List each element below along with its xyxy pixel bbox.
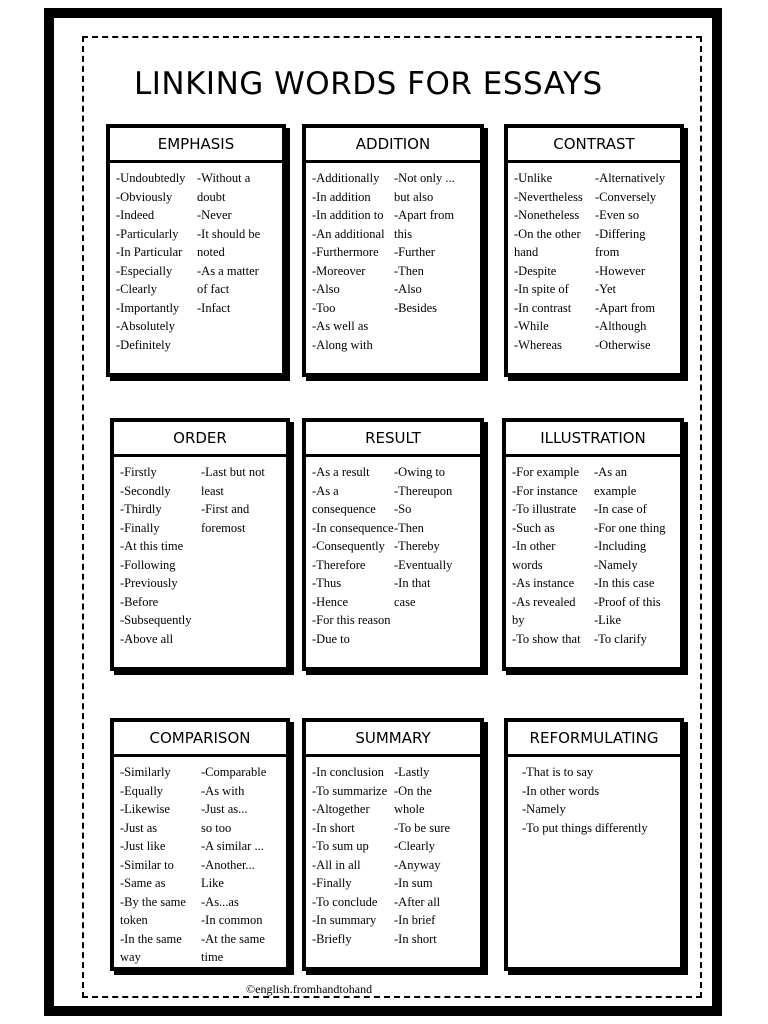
- linking-phrase: -In other words: [522, 783, 600, 798]
- phrase-column-right: [595, 169, 676, 354]
- linking-phrase: least: [201, 483, 224, 498]
- linking-phrase: -All in all: [312, 857, 361, 872]
- linking-phrase: -While: [514, 319, 549, 333]
- linking-phrase: -Thereupon: [394, 483, 453, 498]
- linking-phrase: from: [595, 245, 620, 259]
- copyright-credit: ©english.fromhandtohand: [246, 982, 373, 996]
- linking-phrase: -In this case: [594, 576, 655, 590]
- linking-phrase: -As with: [201, 783, 245, 798]
- linking-phrase: -Altogether: [312, 802, 370, 816]
- linking-phrase: -As well as: [312, 319, 369, 333]
- linking-phrase: -Secondly: [120, 483, 171, 498]
- linking-phrase: -Not only ...: [394, 171, 455, 185]
- linking-phrase: -Obviously: [116, 189, 173, 204]
- linking-phrase: -Clearly: [116, 282, 157, 296]
- phrase-column-left: [514, 169, 595, 354]
- linking-phrase: -Firstly: [120, 465, 157, 479]
- card-contrast: [504, 124, 684, 377]
- linking-phrase: -On the other: [514, 226, 581, 241]
- linking-phrase: -Definitely: [116, 337, 171, 352]
- linking-phrase: hand: [514, 245, 539, 259]
- linking-phrase: -Thus: [312, 576, 342, 590]
- linking-phrase: -In spite of: [514, 282, 569, 296]
- linking-phrase: -Including: [594, 539, 647, 553]
- linking-phrase: -Just like: [120, 839, 166, 853]
- linking-phrase: -In summary: [312, 913, 377, 927]
- linking-phrase: -Previously: [120, 576, 178, 590]
- linking-phrase: -Briefly: [312, 931, 352, 946]
- linking-phrase: case: [394, 594, 416, 609]
- card-result: [302, 418, 484, 671]
- linking-phrase: -Particularly: [116, 226, 179, 241]
- card-heading: COMPARISON: [114, 722, 286, 757]
- phrase-column-left: [312, 169, 394, 354]
- linking-phrase: -To be sure: [394, 820, 451, 835]
- linking-phrase: -As an: [594, 465, 627, 479]
- linking-phrase: -Differing: [595, 226, 646, 241]
- card-heading: RESULT: [306, 422, 480, 457]
- linking-phrase: foremost: [201, 520, 246, 535]
- linking-phrase: -Due to: [312, 631, 350, 646]
- linking-phrase: -Otherwise: [595, 337, 651, 352]
- card-comparison: [110, 718, 290, 971]
- card-emphasis: [106, 124, 286, 377]
- linking-phrase: -Namely: [594, 557, 638, 572]
- linking-phrase: -Importantly: [116, 300, 180, 315]
- linking-phrase: -Absolutely: [116, 319, 176, 333]
- linking-phrase: consequence: [312, 502, 376, 516]
- linking-phrase: -Even so: [595, 208, 640, 222]
- linking-phrase: -To sum up: [312, 839, 369, 853]
- linking-phrase: -Whereas: [514, 337, 562, 352]
- linking-phrase: -It should be: [197, 226, 261, 241]
- card-heading: SUMMARY: [306, 722, 480, 757]
- linking-phrase: -Before: [120, 594, 159, 609]
- linking-phrase: -In conclusion: [312, 765, 384, 779]
- card-heading: ORDER: [114, 422, 286, 457]
- linking-phrase: -As revealed: [512, 594, 576, 609]
- linking-phrase: -In Particular: [116, 245, 183, 259]
- linking-phrase: -In addition: [312, 189, 371, 204]
- linking-phrase: -Although: [595, 319, 647, 333]
- phrase-column-left: [312, 763, 394, 948]
- linking-phrase: -To illustrate: [512, 502, 577, 516]
- linking-phrase: -Then: [394, 520, 424, 535]
- linking-phrase: -For instance: [512, 483, 578, 498]
- linking-phrase: -Consequently: [312, 539, 385, 553]
- linking-phrase: -In contrast: [514, 300, 572, 315]
- phrase-column-left: [512, 463, 594, 648]
- card-order: [110, 418, 290, 671]
- linking-phrase: -At this time: [120, 539, 184, 553]
- linking-phrase: -Same as: [120, 876, 166, 890]
- phrase-column-right: [394, 169, 476, 354]
- linking-phrase: -To conclude: [312, 894, 378, 909]
- linking-phrase: -Just as: [120, 820, 158, 835]
- linking-phrase: -At the same: [201, 931, 265, 946]
- linking-phrase: -Further: [394, 245, 435, 259]
- phrase-column-right: [394, 763, 476, 948]
- linking-phrase: words: [512, 557, 543, 572]
- phrase-column-left: [522, 763, 676, 837]
- linking-phrase: -Then: [394, 263, 424, 278]
- phrase-column-right: [201, 463, 282, 648]
- linking-phrase: -Hence: [312, 594, 349, 609]
- linking-phrase: -So: [394, 502, 412, 516]
- linking-phrase: -Namely: [522, 802, 566, 816]
- linking-phrase: -A similar ...: [201, 839, 264, 853]
- linking-phrase: -Apart from: [595, 300, 656, 315]
- phrase-column-right: [394, 463, 476, 648]
- linking-phrase: -To put things differently: [522, 820, 648, 835]
- card-reformulating: [504, 718, 684, 971]
- linking-phrase: -To clarify: [594, 631, 647, 646]
- card-heading: ADDITION: [306, 128, 480, 163]
- linking-phrase: -As...as: [201, 894, 239, 909]
- linking-phrase: -Alternatively: [595, 171, 666, 185]
- linking-phrase: -Too: [312, 300, 336, 315]
- linking-phrase: -In that: [394, 576, 431, 590]
- poster-frame: [44, 8, 722, 1016]
- linking-phrase: -Moreover: [312, 263, 366, 278]
- linking-phrase: -Above all: [120, 631, 174, 646]
- linking-phrase: example: [594, 483, 637, 498]
- linking-phrase: -As a matter: [197, 263, 259, 278]
- linking-phrase: by: [512, 613, 525, 627]
- card-heading: ILLUSTRATION: [506, 422, 680, 457]
- poster-title: LINKING WORDS FOR ESSAYS: [134, 66, 603, 102]
- linking-phrase: -On the: [394, 783, 432, 798]
- linking-phrase: -Finally: [120, 520, 160, 535]
- linking-phrase: -Such as: [512, 520, 555, 535]
- linking-phrase: -By the same: [120, 894, 186, 909]
- linking-phrase: -Unlike: [514, 171, 553, 185]
- linking-phrase: -Just as...: [201, 802, 248, 816]
- linking-phrase: -Like: [594, 613, 622, 627]
- linking-phrase: -In other: [512, 539, 556, 553]
- linking-phrase: -Another...: [201, 857, 255, 872]
- card-illustration: [502, 418, 684, 671]
- linking-phrase: -Never: [197, 208, 232, 222]
- linking-phrase: whole: [394, 802, 425, 816]
- linking-phrase: -As a: [312, 483, 339, 498]
- linking-phrase: -Furthermore: [312, 245, 379, 259]
- linking-phrase: -Infact: [197, 300, 231, 315]
- card-heading: REFORMULATING: [508, 722, 680, 757]
- linking-phrase: -In case of: [594, 502, 647, 516]
- linking-phrase: -In consequence: [312, 520, 394, 535]
- phrase-column-left: [312, 463, 394, 648]
- linking-phrase: -Lastly: [394, 765, 430, 779]
- linking-phrase: -In short: [312, 820, 355, 835]
- linking-phrase: -Eventually: [394, 557, 453, 572]
- linking-phrase: time: [201, 950, 224, 964]
- linking-phrase: -Thereby: [394, 539, 440, 553]
- linking-phrase: but also: [394, 189, 434, 204]
- linking-phrase: -Subsequently: [120, 613, 192, 627]
- linking-phrase: -Without a: [197, 171, 251, 185]
- linking-phrase: -Anyway: [394, 857, 441, 872]
- phrase-column-right: [594, 463, 676, 648]
- linking-phrase: -Yet: [595, 282, 616, 296]
- linking-phrase: -After all: [394, 894, 441, 909]
- linking-phrase: -For example: [512, 465, 579, 479]
- linking-phrase: -To show that: [512, 631, 581, 646]
- linking-phrase: -Despite: [514, 263, 557, 278]
- linking-phrase: -In common: [201, 913, 263, 927]
- linking-phrase: -Apart from: [394, 208, 455, 222]
- linking-phrase: -As instance: [512, 576, 575, 590]
- linking-phrase: -Equally: [120, 783, 164, 798]
- card-addition: [302, 124, 484, 377]
- linking-phrase: -In short: [394, 931, 437, 946]
- card-summary: [302, 718, 484, 971]
- linking-phrase: -Thirdly: [120, 502, 162, 516]
- linking-phrase: Like: [201, 876, 224, 890]
- linking-phrase: so too: [201, 820, 232, 835]
- linking-phrase: -For one thing: [594, 520, 666, 535]
- phrase-column-right: [201, 763, 282, 967]
- linking-phrase: -An additional: [312, 226, 385, 241]
- linking-phrase: -Comparable: [201, 765, 267, 779]
- linking-phrase: -Indeed: [116, 208, 155, 222]
- linking-phrase: -Proof of this: [594, 594, 661, 609]
- linking-phrase: -Also: [394, 282, 422, 296]
- linking-phrase: -Owing to: [394, 465, 446, 479]
- linking-phrase: -Last but not: [201, 465, 265, 479]
- linking-phrase: -Finally: [312, 876, 352, 890]
- linking-phrase: this: [394, 226, 413, 241]
- card-heading: EMPHASIS: [110, 128, 282, 163]
- linking-phrase: -To summarize: [312, 783, 388, 798]
- linking-phrase: -Similarly: [120, 765, 171, 779]
- phrase-column-right: [197, 169, 278, 354]
- linking-phrase: -Similar to: [120, 857, 174, 872]
- linking-phrase: -Additionally: [312, 171, 380, 185]
- card-heading: CONTRAST: [508, 128, 680, 163]
- phrase-column-left: [120, 763, 201, 967]
- linking-phrase: of fact: [197, 282, 230, 296]
- linking-phrase: -In sum: [394, 876, 433, 890]
- linking-phrase: -Besides: [394, 300, 438, 315]
- linking-phrase: -Conversely: [595, 189, 657, 204]
- linking-phrase: -In addition to: [312, 208, 384, 222]
- linking-phrase: -Following: [120, 557, 176, 572]
- linking-phrase: token: [120, 913, 148, 927]
- linking-phrase: -In the same way: [120, 931, 182, 964]
- linking-phrase: -Nonetheless: [514, 208, 580, 222]
- linking-phrase: -That is to say: [522, 765, 594, 779]
- linking-phrase: -Along with: [312, 337, 373, 352]
- linking-phrase: -First and: [201, 502, 250, 516]
- linking-phrase: -Clearly: [394, 839, 435, 853]
- linking-phrase: -Therefore: [312, 557, 366, 572]
- phrase-column-left: [116, 169, 197, 354]
- linking-phrase: noted: [197, 245, 225, 259]
- linking-phrase: -In brief: [394, 913, 436, 927]
- linking-phrase: -Nevertheless: [514, 189, 583, 204]
- linking-phrase: doubt: [197, 189, 226, 204]
- linking-phrase: -Undoubtedly: [116, 171, 186, 185]
- linking-phrase: -As a result: [312, 465, 370, 479]
- phrase-column-left: [120, 463, 201, 648]
- linking-phrase: -However: [595, 263, 645, 278]
- linking-phrase: -Especially: [116, 263, 173, 278]
- linking-phrase: -Also: [312, 282, 340, 296]
- linking-phrase: -Likewise: [120, 802, 170, 816]
- linking-phrase: -For this reason: [312, 613, 391, 627]
